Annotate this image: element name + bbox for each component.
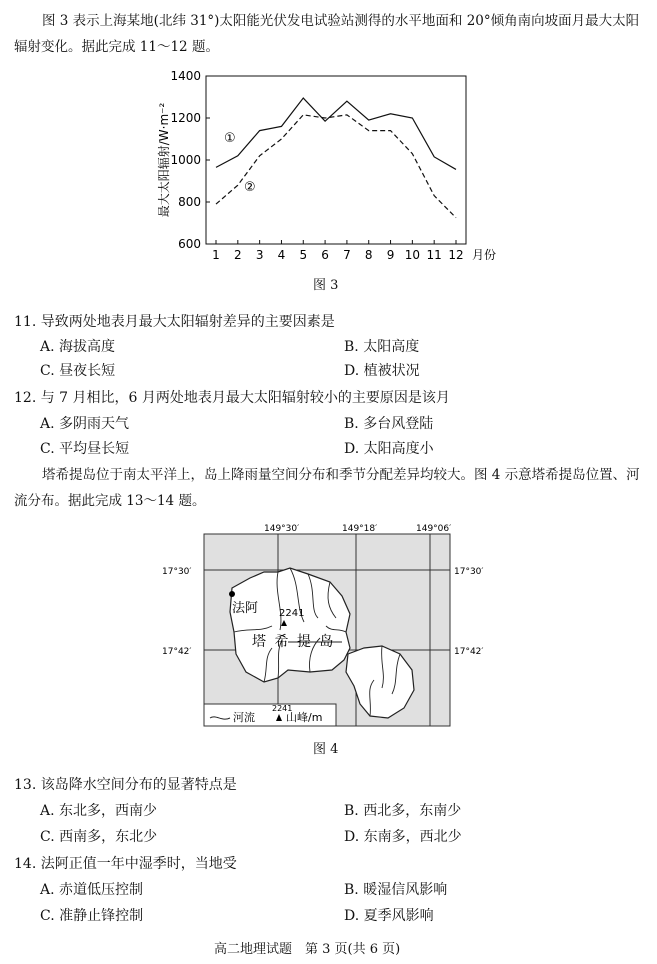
q14-option-b[interactable]: B. 暖湿信风影响: [344, 882, 448, 898]
q12-option-d[interactable]: D. 太阳高度小: [344, 441, 434, 457]
q14-option-a[interactable]: A. 赤道低压控制: [40, 882, 144, 898]
figure-3-chart: [150, 68, 510, 268]
island-name-label: 塔 希 提 岛: [252, 634, 336, 650]
q11-option-c[interactable]: C. 昼夜长短: [40, 363, 116, 379]
x-tick-label: 12: [448, 248, 464, 262]
question-13-stem: 13. 该岛降水空间分布的显著特点是: [14, 777, 237, 793]
series-line-1: [216, 98, 456, 169]
plot-frame: [206, 76, 466, 244]
tahiti-map: [160, 522, 492, 732]
peak-elevation-label: 2241: [279, 608, 305, 619]
question-12-stem: 12. 与 7 月相比，6 月两处地表月最大太阳辐射较小的主要原因是该月: [14, 390, 450, 406]
x-tick-label: 10: [404, 248, 421, 262]
legend-peak-label: 山峰/m: [286, 711, 323, 724]
q13-option-d[interactable]: D. 东南多，西北少: [344, 829, 462, 845]
x-tick-label: 7: [343, 248, 351, 262]
x-tick-label: 3: [255, 248, 264, 262]
series-label-2: ②: [243, 180, 256, 196]
q13-option-a[interactable]: A. 东北多，西南少: [40, 803, 158, 819]
lat-label-2-right: 17°42′: [454, 647, 484, 657]
lon-label-1: 149°30′: [264, 524, 300, 534]
x-tick-label: 6: [321, 248, 329, 262]
faa-city-label: 法阿: [232, 601, 259, 616]
figure-4-caption: 图 4: [313, 742, 339, 757]
q12-option-a[interactable]: A. 多阴雨天气: [40, 416, 130, 432]
q13-option-c[interactable]: C. 西南多，东北少: [40, 829, 158, 845]
series-label-1: ①: [223, 130, 236, 146]
lat-label-1-left: 17°30′: [162, 567, 192, 577]
q11-option-a[interactable]: A. 海拔高度: [40, 339, 116, 355]
question-11-stem: 11. 导致两处地表月最大太阳辐射差异的主要因素是: [14, 314, 335, 330]
q12-option-c[interactable]: C. 平均昼长短: [40, 441, 130, 457]
figure-4-map: [160, 522, 492, 732]
question-14-stem: 14. 法阿正值一年中湿季时，当地受: [14, 856, 237, 872]
x-tick-label: 8: [364, 248, 373, 262]
q13-option-b[interactable]: B. 西北多，东南少: [344, 803, 462, 819]
y-axis-label: 最大太阳辐射/W·m⁻²: [157, 102, 171, 218]
legend-peak-value: 2241: [272, 704, 293, 713]
y-tick-label: 800: [178, 195, 201, 209]
lon-label-2: 149°18′: [342, 524, 378, 534]
y-tick-label: 1000: [170, 153, 201, 167]
faa-city-dot: [229, 591, 235, 597]
q14-option-d[interactable]: D. 夏季风影响: [344, 908, 434, 924]
x-tick-label: 1: [212, 248, 220, 262]
intro-paragraph-1: 图 3 表示上海某地(北纬 31°)太阳能光伏发电试验站测得的水平地面和 20°倾角南向坡面月最大太阳辐射变化。据此完成 11～12 题。: [14, 13, 640, 55]
lat-label-2-left: 17°42′: [162, 647, 192, 657]
q11-option-b[interactable]: B. 太阳高度: [344, 339, 420, 355]
y-tick-label: 1400: [170, 69, 201, 83]
x-tick-label: 11: [426, 248, 442, 262]
line-chart: [150, 68, 510, 268]
x-tick-label: 4: [277, 248, 286, 262]
lon-label-3: 149°06′: [416, 524, 452, 534]
lat-label-1-right: 17°30′: [454, 567, 484, 577]
series-line-2: [216, 115, 456, 218]
tahiti-nui-island: [230, 568, 350, 682]
q12-option-b[interactable]: B. 多台风登陆: [344, 416, 434, 432]
intro-paragraph-2: 塔希提岛位于南太平洋上，岛上降雨量空间分布和季节分配差异均较大。图 4 示意塔希提岛位置、河流分布。据此完成 13～14 题。: [14, 467, 640, 509]
figure-3-caption: 图 3: [313, 278, 339, 293]
x-tick-label: 5: [299, 248, 308, 262]
x-tick-label: 2: [233, 248, 242, 262]
legend-river-label: 河流: [233, 711, 255, 724]
y-tick-label: 1200: [170, 111, 201, 125]
q11-option-d[interactable]: D. 植被状况: [344, 363, 420, 379]
y-tick-label: 600: [178, 237, 201, 251]
q14-option-c[interactable]: C. 准静止锋控制: [40, 908, 144, 924]
x-tick-label: 9: [386, 248, 395, 262]
x-axis-label: 月份: [472, 248, 497, 262]
page-footer: 高二地理试题 第 3 页(共 6 页): [214, 942, 401, 957]
